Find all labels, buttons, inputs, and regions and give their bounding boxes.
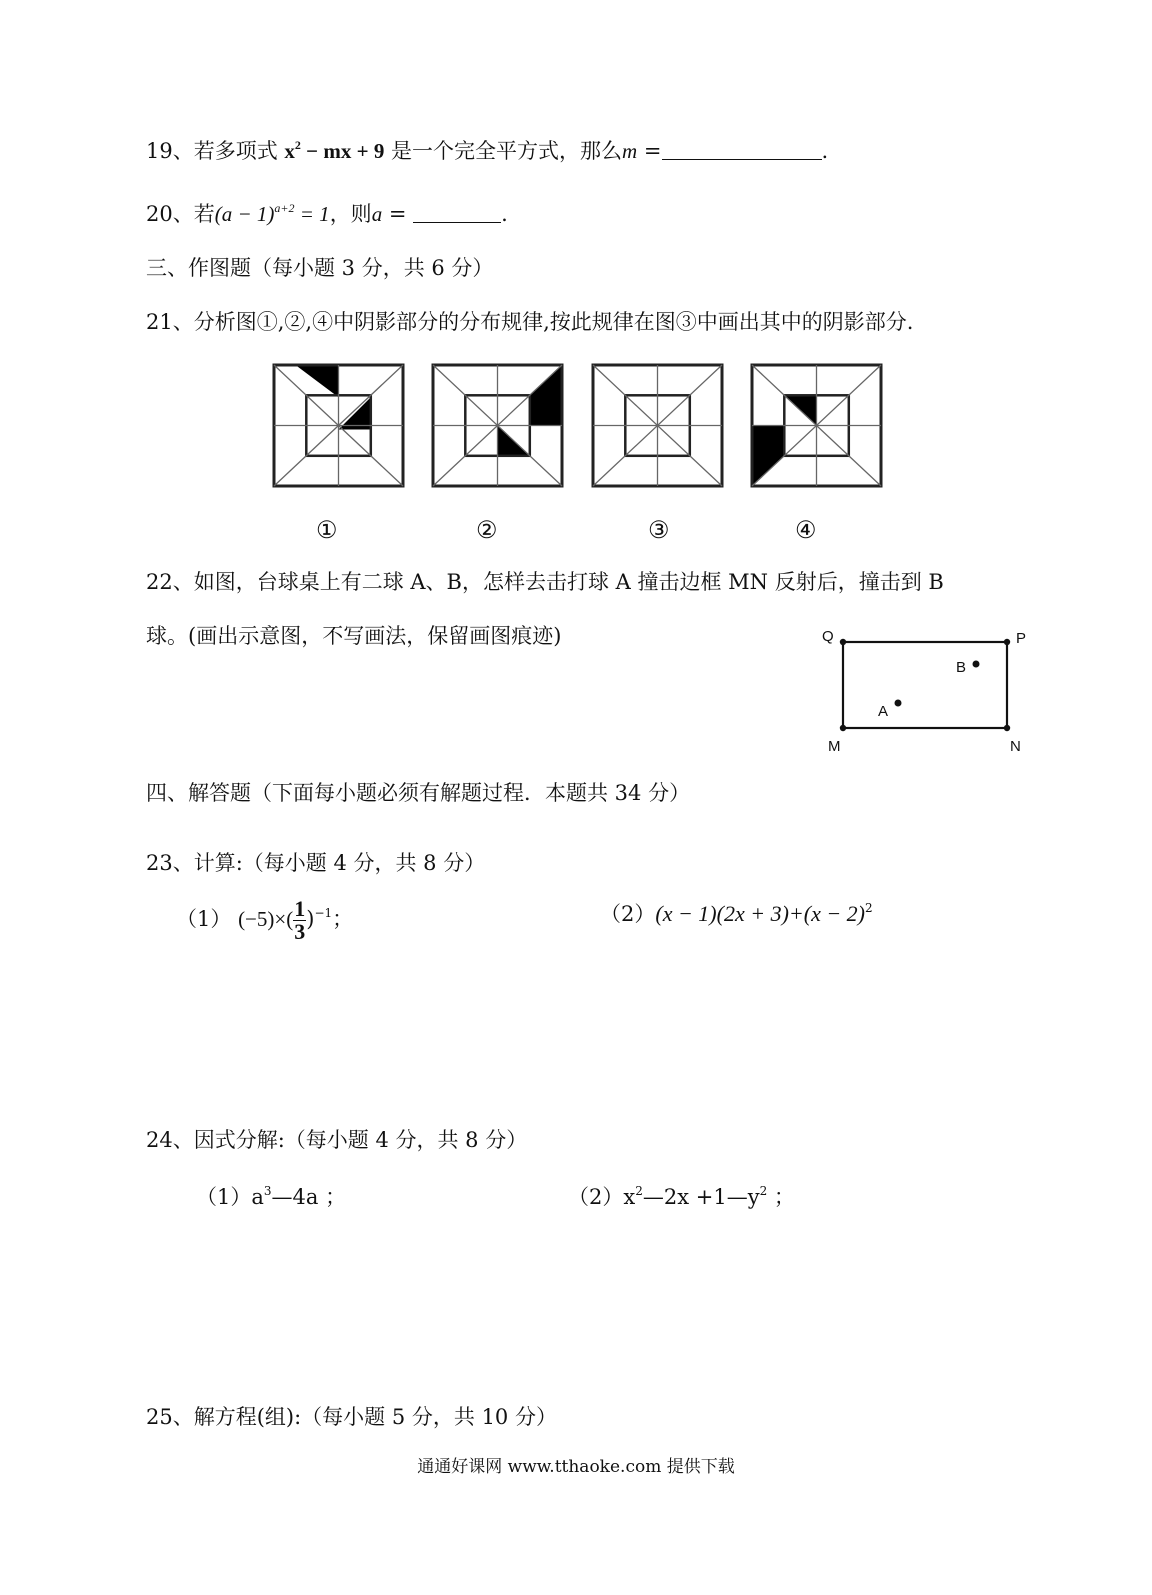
- q23-p2-label: （2）: [600, 902, 656, 926]
- q20-text-b: ，则: [329, 202, 372, 226]
- q23-p2-exp: 2: [865, 901, 873, 915]
- section-4-heading: 四、解答题（下面每小题必须有解题过程．本题共 34 分）: [146, 781, 691, 805]
- q23-p1-end: ；: [332, 907, 354, 931]
- grid-1-shade-a: [274, 365, 339, 397]
- q23-p1-label: （1）: [176, 907, 232, 931]
- q24-p2-exp1: 2: [635, 1184, 643, 1198]
- corner-m-dot: [840, 725, 846, 731]
- q24-p1-rest: —4a ；: [271, 1185, 347, 1209]
- grid-4-shade-b: [752, 426, 784, 487]
- q20-eq: =: [382, 202, 414, 226]
- q23-part-2: [600, 903, 873, 925]
- q20-text-a: 若: [193, 202, 215, 226]
- ball-a-label: A: [878, 703, 889, 720]
- question-25-heading: 25、解方程(组):（每小题 5 分，共 10 分）: [146, 1405, 557, 1429]
- grid-1-shade-b: [339, 397, 371, 429]
- q19-poly-x: x: [284, 139, 295, 163]
- grid-2-label: ②: [476, 516, 498, 544]
- grid-3-label: ③: [648, 516, 670, 544]
- corner-n-dot: [1004, 725, 1010, 731]
- q23-p1-num: 1: [294, 896, 306, 921]
- q24-part-1: [196, 1184, 347, 1209]
- question-24-heading: 24、因式分解:（每小题 4 分，共 8 分）: [146, 1128, 528, 1152]
- question-22-line-2: 球。(画出示意图，不写画法，保留画图痕迹): [146, 624, 562, 648]
- q19-text-b: 是一个完全平方式，那么: [391, 139, 623, 163]
- q24-p1-a: a: [251, 1185, 264, 1209]
- q23-p1-exp: −1: [314, 906, 333, 920]
- corner-q-dot: [840, 639, 846, 645]
- q20-var-a: a: [371, 202, 383, 226]
- q24-p2-label: （2）: [568, 1185, 624, 1209]
- corner-p-dot: [1004, 639, 1010, 645]
- q20-exponent: a+2: [274, 201, 295, 215]
- q19-period: .: [821, 139, 829, 163]
- corner-n-label: N: [1010, 738, 1021, 755]
- ball-a: [895, 700, 902, 707]
- question-21-text: 21、分析图①,②,④中阴影部分的分布规律,按此规律在图③中画出其中的阴影部分.: [146, 310, 914, 334]
- q19-poly-exp: 2: [294, 138, 301, 152]
- grid-1: [274, 365, 403, 486]
- grid-2-shade-a: [530, 365, 562, 426]
- q24-p1-label: （1）: [196, 1185, 252, 1209]
- section-3-heading: 三、作图题（每小题 3 分，共 6 分）: [146, 256, 494, 280]
- page-footer: 通通好课网 www.tthaoke.com 提供下载: [417, 1457, 735, 1477]
- grid-4: [752, 365, 881, 486]
- grid-1-label: ①: [316, 516, 338, 544]
- q23-p1-den: 3: [294, 919, 306, 944]
- grid-4-label: ④: [795, 516, 817, 544]
- q19-poly-rest: − mx + 9: [300, 139, 385, 163]
- ball-b-label: B: [956, 659, 967, 676]
- corner-q-label: Q: [822, 628, 834, 645]
- corner-p-label: P: [1016, 630, 1027, 647]
- q23-p1-a: (−5)×(: [238, 907, 294, 931]
- q24-p2-end: ；: [767, 1185, 795, 1209]
- question-23-heading: 23、计算:（每小题 4 分，共 8 分）: [146, 851, 486, 875]
- q24-p2-exp2: 2: [759, 1184, 768, 1198]
- corner-m-label: M: [828, 738, 841, 755]
- q24-p2-mid: —2x +1—y: [642, 1185, 760, 1209]
- q23-p1-fraction: [293, 898, 306, 943]
- q19-number: 19、: [146, 139, 194, 163]
- q20-number: 20、: [146, 202, 194, 226]
- q23-p1-b: ): [306, 907, 315, 931]
- q24-p1-exp: 3: [263, 1184, 272, 1198]
- q19-eq: =: [637, 139, 662, 163]
- grid-2: [433, 365, 562, 486]
- table-border: [843, 642, 1007, 728]
- billiard-table: [840, 639, 1010, 731]
- q24-part-2: [568, 1184, 795, 1209]
- q23-p2-expr: (x − 1)(2x + 3)+(x − 2): [655, 901, 866, 926]
- q24-p2-a: x: [623, 1185, 636, 1209]
- q19-text-a: 若多项式: [193, 139, 278, 163]
- q19-var-m: m: [622, 139, 638, 163]
- question-22-line-1: 22、如图，台球桌上有二球 A、B，怎样去击打球 A 撞击边框 MN 反射后，撞击到 B: [146, 570, 944, 594]
- q20-rhs: = 1: [294, 202, 330, 226]
- q20-period: .: [501, 202, 508, 226]
- grid-3: [593, 365, 722, 486]
- q23-part-1: [176, 898, 353, 943]
- q20-base: (a − 1): [214, 202, 275, 226]
- ball-b: [973, 661, 980, 668]
